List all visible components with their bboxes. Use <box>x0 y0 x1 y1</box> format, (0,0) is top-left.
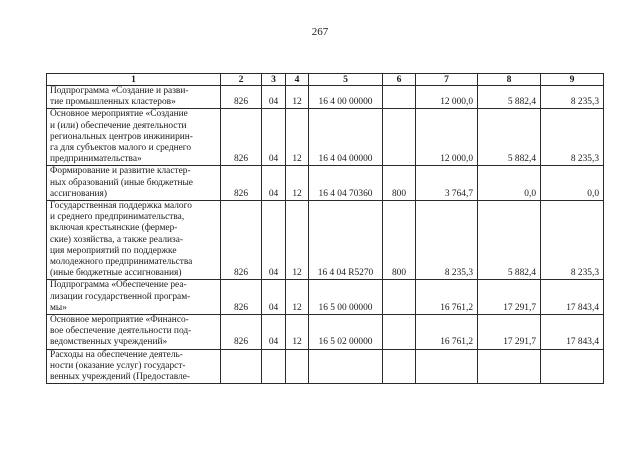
row-name-line: ассигнования) <box>50 188 107 199</box>
row-name <box>47 315 221 350</box>
row-name-line: (иные бюджетные ассигнования) <box>50 268 182 279</box>
section-code: 04 <box>262 109 286 166</box>
table-row <box>47 109 604 166</box>
row-name <box>47 166 221 201</box>
page-number: 267 <box>311 26 329 38</box>
ministry-code: 826 <box>221 201 262 280</box>
ministry-code: 826 <box>221 109 262 166</box>
table-row <box>47 86 604 109</box>
amount-col-8: 0,0 <box>478 166 541 201</box>
expense-type-code: 800 <box>383 166 416 201</box>
col-header-9: 9 <box>541 74 604 86</box>
row-name-line: Государственная поддержка малого <box>50 201 192 212</box>
col-header-8: 8 <box>478 74 541 86</box>
amount-col-9: 8 235,3 <box>541 86 604 109</box>
target-article-code: 16 5 02 00000 <box>309 315 383 350</box>
row-name <box>47 201 221 280</box>
amount-col-7 <box>416 349 478 384</box>
table-row <box>47 315 604 350</box>
section-code: 04 <box>262 315 286 350</box>
amount-col-7: 12 000,0 <box>416 109 478 166</box>
row-name-line: и среднего предпринимательства, <box>50 212 185 223</box>
amount-col-7: 3 764,7 <box>416 166 478 201</box>
row-name-line: предпринимательства» <box>50 154 142 165</box>
section-code: 04 <box>262 166 286 201</box>
subsection-code: 12 <box>286 280 309 315</box>
expense-type-code <box>383 86 416 109</box>
row-name-line: ведомственных учреждений» <box>50 337 168 348</box>
target-article-code: 16 4 04 R5270 <box>309 201 383 280</box>
row-name <box>47 280 221 315</box>
col-header-1: 1 <box>47 74 221 86</box>
row-name-line: мы» <box>50 302 67 313</box>
row-name-line: ские) хозяйства, а также реализа- <box>50 234 183 245</box>
section-code: 04 <box>262 201 286 280</box>
row-name-line: ности (оказание услуг) государст- <box>50 360 186 371</box>
row-name-line: ных образований (иные бюджетные <box>50 177 193 188</box>
row-name <box>47 349 221 384</box>
col-header-7: 7 <box>416 74 478 86</box>
amount-col-9: 0,0 <box>541 166 604 201</box>
amount-col-7: 8 235,3 <box>416 201 478 280</box>
expense-type-code: 800 <box>383 201 416 280</box>
section-code: 04 <box>262 86 286 109</box>
table-row <box>47 201 604 280</box>
row-name-line: Подпрограмма «Создание и разви- <box>50 86 189 96</box>
subsection-code: 12 <box>286 166 309 201</box>
table-row <box>47 349 604 384</box>
amount-col-8 <box>478 349 541 384</box>
ministry-code: 826 <box>221 166 262 201</box>
target-article-code <box>309 349 383 384</box>
row-name-line: включая крестьянские (фермер- <box>50 223 178 234</box>
table-row <box>47 166 604 201</box>
amount-col-8: 5 882,4 <box>478 201 541 280</box>
header-row <box>47 74 604 86</box>
expense-type-code <box>383 349 416 384</box>
subsection-code <box>286 349 309 384</box>
amount-col-9: 17 843,4 <box>541 280 604 315</box>
table-row <box>47 280 604 315</box>
subsection-code: 12 <box>286 86 309 109</box>
row-name-line: Основное мероприятие «Создание <box>50 109 188 120</box>
row-name-line: ция мероприятий по поддержке <box>50 245 177 256</box>
section-code <box>262 349 286 384</box>
target-article-code: 16 4 04 70360 <box>309 166 383 201</box>
row-name-line: Основное мероприятие «Финансо- <box>50 315 189 326</box>
row-name-line: лизации государственной програм- <box>50 291 191 302</box>
target-article-code: 16 5 00 00000 <box>309 280 383 315</box>
col-header-6: 6 <box>383 74 416 86</box>
target-article-code: 16 4 04 00000 <box>309 109 383 166</box>
amount-col-9: 17 843,4 <box>541 315 604 350</box>
ministry-code: 826 <box>221 315 262 350</box>
row-name-line: и (или) обеспечение деятельности <box>50 120 187 131</box>
subsection-code: 12 <box>286 109 309 166</box>
ministry-code: 826 <box>221 280 262 315</box>
col-header-4: 4 <box>286 74 309 86</box>
amount-col-8: 5 882,4 <box>478 109 541 166</box>
row-name <box>47 86 221 109</box>
row-name <box>47 109 221 166</box>
col-header-2: 2 <box>221 74 262 86</box>
row-name-line: вое обеспечение деятельности под- <box>50 326 192 337</box>
amount-col-9: 8 235,3 <box>541 201 604 280</box>
budget-table <box>46 73 604 384</box>
target-article-code: 16 4 00 00000 <box>309 86 383 109</box>
row-name-line: молодежного предпринимательства <box>50 257 193 268</box>
expense-type-code <box>383 280 416 315</box>
amount-col-9 <box>541 349 604 384</box>
subsection-code: 12 <box>286 201 309 280</box>
amount-col-8: 17 291,7 <box>478 280 541 315</box>
expense-type-code <box>383 315 416 350</box>
row-name-line: га для субъектов малого и среднего <box>50 143 192 154</box>
expense-type-code <box>383 109 416 166</box>
row-name-line: венных учреждений (Предоставле- <box>50 372 191 383</box>
col-header-5: 5 <box>309 74 383 86</box>
amount-col-8: 17 291,7 <box>478 315 541 350</box>
amount-col-8: 5 882,4 <box>478 86 541 109</box>
row-name-line: Расходы на обеспечение деятель- <box>50 349 183 360</box>
row-name-line: региональных центров инжинирин- <box>50 131 193 142</box>
amount-col-9: 8 235,3 <box>541 109 604 166</box>
ministry-code: 826 <box>221 86 262 109</box>
col-header-3: 3 <box>262 74 286 86</box>
ministry-code <box>221 349 262 384</box>
amount-col-7: 16 761,2 <box>416 280 478 315</box>
amount-col-7: 16 761,2 <box>416 315 478 350</box>
amount-col-7: 12 000,0 <box>416 86 478 109</box>
section-code: 04 <box>262 280 286 315</box>
subsection-code: 12 <box>286 315 309 350</box>
row-name-line: Подпрограмма «Обеспечение реа- <box>50 280 187 291</box>
row-name-line: Формирование и развитие кластер- <box>50 166 191 177</box>
row-name-line: тие промышленных кластеров» <box>50 97 176 108</box>
